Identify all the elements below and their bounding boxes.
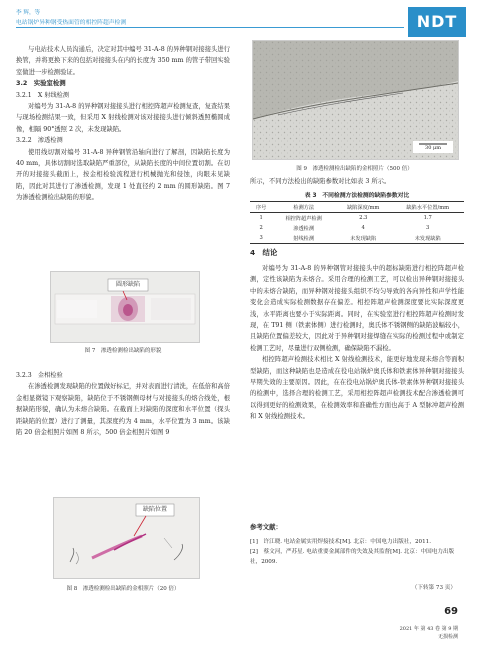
table-row bbox=[250, 223, 464, 233]
table-row bbox=[250, 213, 464, 224]
table-cell: 1.7 bbox=[423, 215, 432, 221]
table-header: 序号 bbox=[255, 204, 267, 211]
right-column bbox=[250, 176, 464, 187]
figure-7-caption: 图 7 渗透检测检出缺陷的形貌 bbox=[84, 348, 162, 354]
figure-8-label: 缺陷位置 bbox=[142, 506, 167, 513]
table-cell: 射线检测 bbox=[293, 235, 315, 242]
table-3 bbox=[250, 201, 464, 244]
ndt-logo: NDT bbox=[408, 7, 466, 37]
running-header-title: 电站锅炉异种钢受热面管的相控阵超声检测 bbox=[16, 20, 127, 26]
references-list bbox=[250, 537, 464, 567]
paragraph: 使用线切割对编号 31-A-8 异种钢管沿轴向进行了解剖，因缺陷长度为 40 mm，具体切割时选取缺陷严重部位，从缺陷长度的中间位置切割。在切开的对接接头截面上，按金相检验流程进行机械抛光和侵蚀，肉眼未见缺陷，因此对其进行了渗透检测，发现 1 处直径约 2 mm 的圆形缺陷。图 7 为渗透检测检出缺陷的形貌。 bbox=[16, 148, 230, 202]
table-cell: 未发现缺陷 bbox=[414, 235, 441, 242]
figure-8-caption: 图 8 渗透检测检出缺陷的金相照片（20 倍） bbox=[66, 586, 180, 592]
micrograph-500x-image bbox=[253, 41, 458, 159]
paragraph: 在渗透检测发现缺陷的位置做好标记，并对表面进行清洗，在低倍和高倍金相显微镜下观察缺陷，缺陷位于不锈钢侧母材与对接接头的熔合线处，根据缺陷形貌，确认为未熔合缺陷。在截面上对缺陷的深度和水平位置（探头距缺陷的位置）进行了测量，其深度约为 4 mm，水平位置为 3 mm。该缺陷 20 倍金相照片如图 8 所示，500 倍金相照片如图 9 bbox=[16, 383, 230, 437]
left-column-lower bbox=[16, 370, 230, 438]
table-cell: 未发现缺陷 bbox=[350, 235, 377, 242]
left-column bbox=[16, 44, 230, 204]
scale-bar-label: 30 μm bbox=[425, 145, 441, 151]
section-heading-3-2-3: 3.2.3 金相检验 bbox=[16, 372, 63, 379]
table-cell: 渗透检测 bbox=[293, 225, 315, 232]
section-heading-3-2-1: 3.2.1 X 射线检测 bbox=[16, 91, 70, 99]
paragraph: 所示，不同方法检出的缺陷参数对比如表 3 所示。 bbox=[250, 178, 391, 185]
header-divider bbox=[16, 27, 404, 28]
continued-note: （下转第 73 页） bbox=[411, 585, 456, 591]
paragraph: 对编号为 31-A-8 的异种钢管对接接头中的超标缺陷进行相控阵超声检测，定性该缺陷为未熔合。采用合理的检测工艺，可以检出异种钢对接接头中的未熔合缺陷，而异种钢对接接头组织不均匀导致的各向异性和声学性能变化会造成实际检测数据存在偏差。相控阵超声检测深度要比实际深度更浅，水平距离也要小于实际距离。同时，在实验室进行相控阵超声检测时发现，在 T91 侧（铁素体侧）进行检测时，奥氏体不锈钢侧的缺陷波幅较小，且缺陷位置偏差较大，因此对于异种钢对接焊缝在实际的检测过程中或制定检测工艺时，尽量进行双侧检测，确保缺陷不漏检。 bbox=[250, 265, 464, 352]
figure-7-photo bbox=[50, 271, 200, 343]
figure-9-caption: 图 9 渗透检测检出缺陷的金相照片（500 倍） bbox=[296, 166, 413, 172]
table-cell: 2 bbox=[259, 225, 263, 231]
reference-item: [2] 蔡文河，严苏星. 电站重要金属部件的失效及其监督[M]. 北京：中国电力出版社，2009. bbox=[250, 549, 455, 565]
paragraph: 对编号为 31-A-8 的异种钢对接接头进行相控阵超声检测复查，复查结果与现场检测结果一致，但采用 X 射线检测对该对接接头进行倾斜透照椭圆成像，相隔 90°透照 2 次，未发现缺陷。 bbox=[16, 103, 230, 133]
table-cell: 1 bbox=[259, 215, 263, 221]
figure-7-label: 圆形缺陷 bbox=[115, 281, 140, 288]
reference-item: [1] 许江晓. 电站金属实用焊接技术[M]. 北京：中国电力出版社，2011. bbox=[250, 539, 431, 545]
table-cell: 3 bbox=[426, 225, 430, 231]
journal-issue: 2021 年 第 43 卷 第 9 期 bbox=[399, 626, 458, 632]
section-heading-3-2: 3.2 实验室检测 bbox=[16, 79, 66, 88]
table-cell: 4 bbox=[361, 225, 365, 231]
references-heading: 参考文献： bbox=[250, 523, 282, 531]
section-heading-3-2-2: 3.2.2 渗透检测 bbox=[16, 137, 63, 145]
table-3-title: 表 3 不同检测方法检测的缺陷参数对比 bbox=[304, 193, 410, 199]
table-cell: 2.3 bbox=[359, 215, 368, 221]
table-cell: 3 bbox=[259, 235, 263, 241]
journal-name: 无损检测 bbox=[437, 634, 458, 640]
table-header: 检测方法 bbox=[293, 204, 315, 211]
table-row bbox=[250, 233, 464, 244]
table-header: 缺陷水平位置/mm bbox=[406, 204, 450, 211]
paragraph: 与电站技术人员沟通后，决定对其中编号 31-A-8 的异种钢对接接头进行换管，并将更换下来的包括对接接头在内的长度为 350 mm 的管子带回实验室做进一步检测验证。 bbox=[16, 46, 230, 76]
page-number: 69 bbox=[444, 606, 458, 617]
paragraph: 相控阵超声检测技术相比 X 射线检测技术，能更好地发现未熔合等面积型缺陷，而这种缺陷也是造成在役电站锅炉奥氏体和铁素体异种钢对接接头早期失效的主要原因。因此，在在役电站锅炉奥氏体-铁素体异种钢对接接头的检测中，选择合理的检测工艺，采用相控阵超声检测技术配合渗透检测可以得到更好的检测效果，在检测效率和准确性方面也高于 A 型脉冲超声检测和 X 射线检测技术。 bbox=[250, 356, 464, 421]
micrograph-20x-image bbox=[54, 498, 199, 578]
table-cell: 相控阵超声检测 bbox=[285, 215, 322, 222]
right-column-body bbox=[250, 263, 464, 423]
figure-9-photo bbox=[252, 40, 459, 160]
running-header-authors: 李 辉，等 bbox=[16, 10, 41, 16]
section-heading-4: 4 结论 bbox=[250, 248, 278, 257]
figure-8-photo bbox=[53, 497, 200, 579]
table-header: 缺陷深度/mm bbox=[347, 204, 380, 211]
